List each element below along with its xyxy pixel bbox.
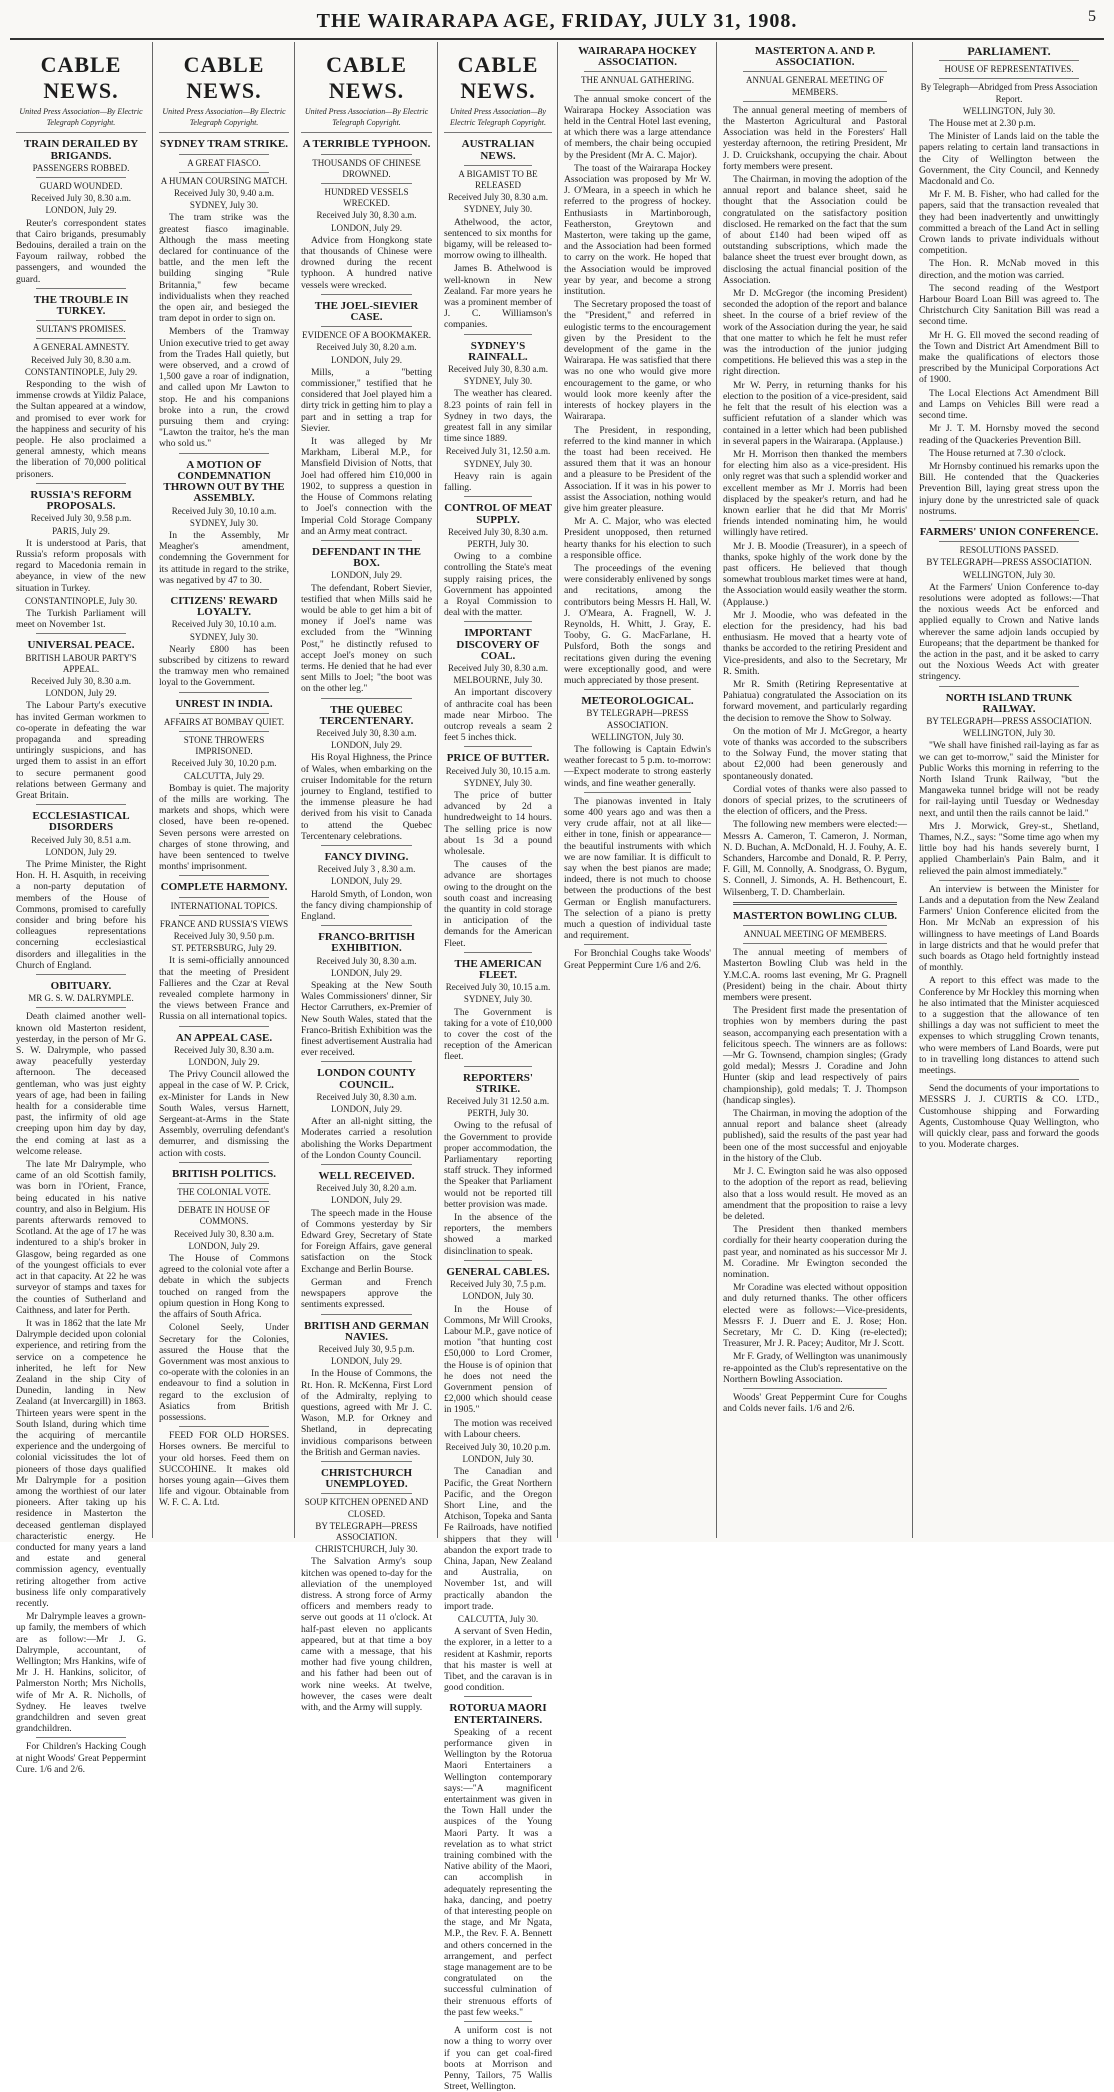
dateline: LONDON, July 29. xyxy=(331,967,402,978)
paragraph: The President, in responding, referred to the kind manner in which the toast had been received. He assured them that it was an honour and a pleasure to be President of the Association. If it was in his power to assist the Association, nothing would give him greater pleasure. xyxy=(564,424,711,514)
dateline: Received July 30, 8.20 a.m. xyxy=(316,1183,417,1194)
paragraph: Members of the Tramway Union executive tried to get away from the Trades Hall quietly, but were observed, and a crowd of 1,500 gave a roar of indignation, and called upon Mr Lawton to stop. He and his companions broke into a run, the crowd pursuing them and crying: "Lawton the traitor, he's the man who sold us." xyxy=(159,326,289,450)
source-line: United Press Association—By Electric Telegraph Copyright. xyxy=(16,106,146,133)
paragraph: Heavy rain is again falling. xyxy=(444,470,552,494)
article-headline: TRAIN DERAILED BY BRIGANDS. xyxy=(23,138,139,162)
article-subhead: THOUSANDS OF CHINESE DROWNED. xyxy=(312,157,421,179)
article-headline: REPORTERS' STRIKE. xyxy=(463,1071,533,1095)
article-headline: DEFENDANT IN THE BOX. xyxy=(311,545,421,570)
dateline: WELLINGTON, July 30. xyxy=(962,569,1056,580)
dateline: Received July 30, 8.30 a.m. xyxy=(448,662,548,673)
dateline: CONSTANTINOPLE, July 30. xyxy=(24,595,138,606)
dateline: ST. PETERSBURG, July 29. xyxy=(171,943,277,954)
dateline: Received July 30, 8.30 a.m. xyxy=(31,675,131,686)
source-line: United Press Association—By Electric Telegraph Copyright. xyxy=(301,106,432,133)
paragraph: Mr J. T. M. Hornsby moved the second reading of the Quackeries Prevention Bill. xyxy=(919,423,1099,446)
paragraph: The Government is taking for a vote of £10,000 to cover the cost of the reception of the American fleet. xyxy=(444,1006,552,1063)
page-number: 5 xyxy=(1088,8,1096,25)
dateline: SYDNEY, July 30. xyxy=(463,994,533,1005)
article-subhead: BY TELEGRAPH—PRESS ASSOCIATION. xyxy=(926,715,1092,726)
paragraph: The defendant, Robert Sievier, testified that when Mills said he would be able to get him a bit of money if Joel's name was excluded from the "Winning Post," he distinctly refused to accept Joel's money on such terms. He denied that he had ever sent Mills to Joel; "the boot was on the other leg." xyxy=(301,582,432,695)
dateline: LONDON, July 29. xyxy=(188,1057,260,1068)
article-headline: ROTORUA MAORI ENTERTAINERS. xyxy=(449,1702,547,1726)
paragraph: The Chairman, in moving the adoption of the annual report and balance sheet, said he thought that the Association could be congratulated on the satisfactory position disclosed. He remarked on the fact that the sum of about £140 had been wiped off as outstanding subscriptions, which made the balance sheet the truest ever brought down, as disclosing the actual financial position of the Association. xyxy=(723,174,907,286)
paragraph: Harold Smyth, of London, won the fancy diving championship of England. xyxy=(301,888,432,922)
paragraph: In the absence of the reporters, the members showed a marked disinclination to speak. xyxy=(444,1212,552,1257)
article-subhead: INTERNATIONAL TOPICS. xyxy=(170,900,278,911)
paragraph: Mr A. C. Major, who was elected President unopposed, then returned hearty thanks for his election to such a responsible office. xyxy=(564,516,711,561)
article-headline: SYDNEY TRAM STRIKE. xyxy=(159,138,289,151)
article-subhead: By Telegraph—Abridged from Press Association Report. xyxy=(920,82,1098,104)
article-headline: A MOTION OF CONDEMNATION THROWN OUT BY THE ASSEMBLY. xyxy=(163,458,285,505)
paragraph: The Local Elections Act Amendment Bill and Lamps on Vehicles Bill were read a second time. xyxy=(919,387,1099,422)
paragraph: In the House of Commons, Mr Will Crooks, Labour M.P., gave notice of motion "that hunting cost £50,000 to Lord Cromer, the House is of opinion that he does not need the Government pension of £2,000 which should cease in 1905." xyxy=(444,1303,552,1416)
paragraph: On the motion of Mr J. McGregor, a hearty vote of thanks was accorded to the subscribers to the Solway Fund, the mover stating that about £2,000 had been generously and spontaneously donated. xyxy=(723,725,907,782)
paragraph: The speech made in the House of Commons yesterday by Sir Edward Grey, Secretary of State for Foreign Affairs, gave general satisfaction on the Stock Exchange and Berlin Bourse. xyxy=(301,1207,432,1275)
column-1 xyxy=(10,42,152,1775)
paragraph: Mr Dalrymple leaves a grown-up family, the members of which are as follow:—Mr J. G. Dalrymple, accountant, of Wellington; Mrs Hankins, wife of Mr J. H. Hankins, solicitor, of Palmerston North; Mrs Nicholls, wife of Mr A. R. Nicholls, of Sydney. He leaves twelve grandchildren and seven great grandchildren. xyxy=(16,1611,146,1735)
paragraph: It was alleged by Mr Markham, Liberal M.P., for Mansfield Division of Notts, that Joel had offered him £10,000 in 1902, to suppress a question in the House of Commons relating to Joel's connection with the Imperial Cold Storage Company and an Army meat contract. xyxy=(301,436,432,537)
paragraph: An interview is between the Minister for Lands and a deputation from the New Zealand Farmers' Union Conference elicited from the Hon. Mr McNab an expression of his willingness to have meetings of Land Boards in large districts and that he would prefer that such boards as Otago held fortnightly instead of monthly. xyxy=(919,883,1099,974)
dateline: PERTH, July 30. xyxy=(467,1108,529,1119)
paragraph: Mr J. Moodie, who was defeated in the election for the presidency, had his bad enthusiasm. He moved that a hearty vote of thanks be accorded to the retiring President and Vice-presidents, and also to the Secretary, Mr R. Smith. xyxy=(723,609,907,677)
dateline: Received July 30, 8.20 a.m. xyxy=(316,342,417,353)
dateline: Received July 30, 8.30 a.m. xyxy=(448,364,548,375)
masthead xyxy=(10,4,1104,40)
article-headline: THE JOEL-SIEVIER CASE. xyxy=(314,299,419,324)
paragraph: Mr Coradine was elected without opposition and duly returned thanks. The other officers elected were as follows:—Vice-presidents, Messrs F. J. Duerr and E. J. Rose; Hon. Secretary, Mr C. D. King (re-elected); Treasurer, Mr J. R. Pacey; Auditor, Mr J. Scott. xyxy=(723,1282,907,1350)
dateline: LONDON, July 29. xyxy=(331,1356,402,1367)
article-headline: BRITISH AND GERMAN NAVIES. xyxy=(304,1319,429,1343)
dateline: LONDON, July 29. xyxy=(331,740,402,751)
paragraph: The Prime Minister, the Right Hon. H. H. Asquith, in receiving a non-party deputation of members of the House of Commons, promised to carefully consider and bring before his colleagues representations concerning ecclesiastical disorders and illegalities in the Church of England. xyxy=(16,858,146,971)
article-headline: A TERRIBLE TYPHOON. xyxy=(302,138,431,151)
paragraph: The late Mr Dalrymple, who came of an old Scottish family, was born in l'Orient, France, being educated in his native country, and also in Belgium. His parents afterwards removed to Scotland. At the age of 17 he was indentured to a ship's broker in Glasgow, being regarded as one of the youngest officials to ever act in that capacity. At 22 he was surveyor of stamps and taxes for the counties of Sutherland and Caithness, and later for Perth. xyxy=(16,1159,146,1316)
advertisement: FEED FOR OLD HORSES. Horses owners. Be merciful to your old horses. Feed them on SUCCOHINE. It makes old horses young again—Gives them life and vigour. Obtainable from W. F. C. A. Ltd. xyxy=(159,1430,289,1509)
paragraph: The Chairman, in moving the adoption of the annual report and balance sheet (already published), said the results of the past year had been one of the most successful and enjoyable in the history of the Club. xyxy=(723,1108,907,1164)
paragraph: Mr D. McGregor (the incoming President) seconded the adoption of the report and balance sheet. In the course of a brief review of the work of the Association during the year, he said that one matter to which he felt he must refer was the introduction of the junior judging competitions. He believed this was a step in the right direction. xyxy=(723,288,907,378)
article-headline: WELL RECEIVED. xyxy=(318,1170,415,1183)
dateline: LONDON, July 29. xyxy=(331,570,402,581)
article-subhead: A GENERAL AMNESTY. xyxy=(32,342,130,353)
article-headline: CONTROL OF MEAT SUPPLY. xyxy=(444,502,552,526)
article-subhead: BY TELEGRAPH—PRESS ASSOCIATION. xyxy=(315,1520,418,1542)
dateline: Received July 31, 12.50 a.m. xyxy=(445,446,551,457)
paragraph: Mr J. C. Ewington said he was also opposed to the adoption of the report as read, believing also that a loss would result. He moved as an amendment that the proposition to raise a levy be deleted. xyxy=(723,1166,907,1222)
dateline: LONDON, July 29. xyxy=(45,846,117,857)
dateline: Received July 30, 9.40 a.m. xyxy=(174,188,274,199)
article-headline: COMPLETE HARMONY. xyxy=(160,881,288,894)
dateline: Received July 30, 8.30 a.m. xyxy=(316,727,417,738)
dateline: Received July 30, 8.30 a.m. xyxy=(316,1091,417,1102)
dateline: Received July 31 12.50 a.m. xyxy=(446,1096,550,1107)
article-subhead: HOUSE OF REPRESENTATIVES. xyxy=(944,64,1074,75)
article-subhead: SOUP KITCHEN OPENED AND CLOSED. xyxy=(304,1497,429,1519)
advertisement: Send the documents of your importations to MESSRS J. J. CURTIS & CO. LTD., Customhouse shipping and Forwarding Agents, Customhouse Quay Wellington, who will quickly clear, pass and forward the goods to you. Moderate charges. xyxy=(919,1083,1099,1151)
paragraph: The second reading of the Westport Harbour Board Loan Bill was agreed to. The Christchurch City Sanitation Bill was read a second time. xyxy=(919,282,1099,328)
article-subhead: THE ANNUAL GATHERING. xyxy=(581,75,694,86)
paragraph: Mills, a "betting commissioner," testified that he considered that Joel played him a dirty trick in getting him to play a part and in setting a trap for Sievier. xyxy=(301,366,432,434)
paragraph: Advice from Hongkong state that thousands of Chinese were drowned during the recent typhoon. A hundred native vessels were wrecked. xyxy=(301,234,432,291)
paragraph: Mr Hornsby continued his remarks upon the Bill. He contended that the Quackeries Prevention Bill, laying great stress upon the injury done by the unrestricted sale of quack nostrums. xyxy=(919,460,1099,517)
article-headline: NORTH ISLAND TRUNK RAILWAY. xyxy=(945,691,1073,715)
paragraph: The House met at 2.30 p.m. xyxy=(929,118,1036,130)
paragraph: The Canadian and Pacific, the Great Northern Pacific, and the Oregon Short Line, and the Atchison, Topeka and Santa Fe Railroads, have notified shippers that they will abandon the export trade to China, Japan, New Zealand and Australia, on November 1st, and will practically abandon the import trade. xyxy=(444,1466,552,1612)
column-3 xyxy=(294,42,438,1713)
section-heading: CABLE NEWS. xyxy=(40,52,122,103)
dateline: Received July 30, 8.30 a.m. xyxy=(448,526,548,537)
paragraph: The tram strike was the greatest fiasco imaginable. Although the mass meeting declared for continuance of the battle, and the men left the building singing "Rule Britannia," few became individualists when they reached the open air, and besieged the tram depot in order to sign on. xyxy=(159,212,289,325)
dateline: Received July 30, 8.51 a.m. xyxy=(31,834,131,845)
dateline: LONDON, July 29. xyxy=(331,1104,402,1115)
paragraph: Colonel Seely, Under Secretary for the Colonies, assured the House that the Government was most anxious to co-operate with the colonies in an endeavour to find a solution in regard to the exclusion of Asiatics from British possessions. xyxy=(159,1322,289,1423)
paragraph: Bombay is quiet. The majority of the mills are working. The markets and shops, which were closed, have been re-opened. Seven persons were arrested on charges of stone throwing, and have been sentenced to twelve months' imprisonment. xyxy=(159,782,289,873)
dateline: SYDNEY, July 30. xyxy=(189,200,259,211)
column-4 xyxy=(437,42,558,2092)
article-subhead: A HUMAN COURSING MATCH. xyxy=(160,175,288,186)
paragraph: The annual general meeting of members of the Masterton Agricultural and Pastoral Association was held in the Foresters' Hall yesterday afternoon, the retiring President, Mr J. D. Cruickshank, occupying the chair. About forty members were present. xyxy=(723,104,907,172)
article-headline: PARLIAMENT. xyxy=(967,44,1051,58)
article-headline: RUSSIA'S REFORM PROPOSALS. xyxy=(30,488,132,513)
paragraph: James B. Athelwood is well-known in New Zealand. Far more years he was a prominent member of J. C. Williamson's companies. xyxy=(444,263,552,331)
paragraph: Mr H. Morrison then thanked the members for electing him also as a vice-president. His only regret was that such a splendid worker and excellent member as Mr J. Morris had been displaced by the speaker's return, and had he known earlier that he did that Mr Morris' friends intended nominating him, he would willingly have retired. xyxy=(723,448,907,539)
dateline: LONDON, July 29. xyxy=(331,354,402,365)
dateline: Received July 30, 9.58 p.m. xyxy=(30,513,132,524)
dateline: LONDON, July 29. xyxy=(188,1240,260,1251)
article-subhead: THE COLONIAL VOTE. xyxy=(177,1187,271,1198)
article-subhead: BY TELEGRAPH—PRESS ASSOCIATION. xyxy=(926,557,1092,568)
article-subhead: GUARD WOUNDED. xyxy=(39,181,123,192)
article-headline: UNREST IN INDIA. xyxy=(175,697,273,710)
dateline: Received July 30, 10.10 a.m. xyxy=(171,505,277,516)
column-5 xyxy=(557,42,717,1538)
dateline: CONSTANTINOPLE, July 29. xyxy=(24,366,138,377)
paragraph: Speaking of a recent performance given in Wellington by the Rotorua Maori Entertainers a Wellington contemporary says:—"A magnificent entertainment was given in the Town Hall under the auspices of the Young Maori Party. It was a revelation as to what strict training combined with the Native ability of the Maori, can accomplish in adequately representing the haka, dancing, and poetry of that interesting people on the stage, and Mr Ngata, M.P., the Rev. F. A. Bennett and others concerned in the arrangement, and perfect stage management are to be congratulated on the successful culmination of their strenuous efforts of the past few weeks." xyxy=(444,1726,552,2018)
article-subhead: A BIGAMIST TO BE RELEASED xyxy=(458,168,538,191)
paragraph: The Labour Party's executive has invited German workmen to co-operate in defeating the war propaganda and spreading untiringly suspicions, and has urged them to assist in an effort to secure permanent good relations between Germany and Great Britain. xyxy=(16,700,146,801)
paragraph: A servant of Sven Hedin, the explorer, in a letter to a resident at Kashmir, reports that his master is well at Tibet, and the caravan is in good condition. xyxy=(444,1626,552,1694)
paragraph: Cordial votes of thanks were also passed to donors of special prizes, to the scrutineers of the election of officers, and the Press. xyxy=(723,783,907,818)
paragraph: The annual smoke concert of the Wairarapa Hockey Association was held in the Central Hotel last evening, at which there was a large attendance of members, the chair being occupied by the President (Mr A. C. Major). xyxy=(564,93,711,161)
article-headline: PRICE OF BUTTER. xyxy=(446,752,550,765)
dateline: CALCUTTA, July 30. xyxy=(457,1613,539,1624)
article-subhead: BY TELEGRAPH—PRESS ASSOCIATION. xyxy=(586,708,689,730)
section-heading: CABLE NEWS. xyxy=(457,52,539,103)
article-headline: AN APPEAL CASE. xyxy=(175,1031,273,1044)
dateline: Received July 30, 8.30 a.m. xyxy=(316,955,417,966)
article-headline: GENERAL CABLES. xyxy=(446,1265,550,1278)
dateline: Received July 30, 9.5 p.m. xyxy=(318,1343,415,1354)
article-headline: AUSTRALIAN NEWS. xyxy=(461,138,535,162)
article-headline: BRITISH POLITICS. xyxy=(172,1167,276,1180)
section-heading: CABLE NEWS. xyxy=(183,52,265,103)
article-headline: CHRISTCHURCH UNEMPLOYED. xyxy=(320,1466,413,1491)
article-headline: SYDNEY'S RAINFALL. xyxy=(468,339,528,363)
paragraph: Responding to the wish of immense crowds at Yildiz Palace, the Sultan appeared at a window, and promised to ever work for the happiness and security of his people. He also proclaimed a general amnesty, which means the liberation of 70,000 political prisoners. xyxy=(16,379,146,480)
dateline: LONDON, July 30. xyxy=(462,1454,534,1465)
paragraph: German and French newspapers approve the sentiments expressed. xyxy=(301,1276,432,1311)
dateline: SYDNEY, July 30. xyxy=(463,777,533,788)
paragraph: Nearly £800 has been subscribed by citizens to reward the tramway men who remained loyal to the Government. xyxy=(159,643,289,689)
paragraph: Mrs J. Morwick, Grey-st., Shetland, Thames, N.Z., says: "Some time ago when my little boy had his hands severely burnt, I applied Chamberlain's Pain Balm, and it relieved the pain almost immediately." xyxy=(919,820,1099,877)
dateline: LONDON, July 29. xyxy=(331,222,402,233)
dateline: Received July 30, 10.20 p.m. xyxy=(445,1441,551,1452)
dateline: MELBOURNE, July 30. xyxy=(453,675,543,686)
paragraph: In the Assembly, Mr Meagher's amendment, condemning the Government for its attitude in regard to the strike, was negatived by 47 to 30. xyxy=(159,529,289,586)
dateline: PERTH, July 30. xyxy=(467,538,529,549)
dateline: SYDNEY, July 30. xyxy=(463,376,533,387)
article-headline: UNIVERSAL PEACE. xyxy=(27,639,135,652)
paragraph: Mr F. Grady, of Wellington was unanimously re-appointed as the Club's representative on the Northern Bowling Association. xyxy=(723,1351,907,1385)
column-6 xyxy=(716,42,913,1538)
paragraph: Speaking at the New South Wales Commissioners' dinner, Sir Hector Carruthers, ex-Premier of New South Wales, stated that the Franco-British Exhibition was the finest advertisement Australia had ever received. xyxy=(301,980,432,1059)
paragraph: A report to this effect was made to the Conference by Mr Hockley this morning when he also intimated that the Minister acquiesced to a suggestion that the allowance of ten shillings a day was not sufficient to meet the expenses to which struggling Crown tenants, who were members of Land Boards, were put to in travelling long distances to attend such meetings. xyxy=(919,975,1099,1077)
dateline: SYDNEY, July 30. xyxy=(189,631,259,642)
paragraph: Reuter's correspondent states that Cairo brigands, presumably Bedouins, derailed a train on the Fayoum railway, robbed the passengers, and wounded the guard. xyxy=(16,217,146,285)
paragraph: The President then thanked members cordially for their hearty cooperation during the past year, and nominated as his successor Mr J. M. Coradine. Mr Ewington seconded the nomination. xyxy=(723,1224,907,1280)
paragraph: Mr J. B. Moodie (Treasurer), in a speech of thanks, spoke highly of the work done by the past officers. He believed that though somewhat troublous market times were at hand, the Association would easily weather the storm. (Applause.) xyxy=(723,540,907,608)
source-line: United Press Association—By Electric Telegraph Copyright. xyxy=(444,106,552,133)
article-headline: OBITUARY. xyxy=(50,980,112,993)
article-headline: THE AMERICAN FLEET. xyxy=(454,957,542,982)
article-headline: MASTERTON A. AND P. ASSOCIATION. xyxy=(754,45,876,69)
dateline: SYDNEY, July 30. xyxy=(463,204,533,215)
advertisement: Woods' Great Peppermint Cure for Coughs and Colds never fails. 1/6 and 2/6. xyxy=(723,1391,907,1415)
advertisement: A uniform cost is not now a thing to worry over if you can get coal-fired boots at Morrison and Penny, Tailors, 75 Wallis Street, Wellington. xyxy=(444,2025,552,2092)
newspaper-title: THE WAIRARAPA AGE, FRIDAY, JULY 31, 1908. xyxy=(316,10,798,32)
article-headline: FANCY DIVING. xyxy=(324,850,409,863)
paragraph: An important discovery of anthracite coal has been made near Mirboo. The outcrop reveals a seam 2 feet 5 inches thick. xyxy=(444,687,552,744)
paragraph: Death claimed another well-known old Masterton resident, yesterday, in the person of Mr G. S. W. Dalrymple, who passed away peacefully yesterday afternoon. The deceased gentleman, who was just eighty years of age, had been in failing health for a considerable time past, the infirmity of old age creeping upon him day by day, the end coming at last as a welcome release. xyxy=(16,1011,146,1157)
article-subhead: DEBATE IN HOUSE OF COMMONS. xyxy=(177,1205,271,1227)
paragraph: Mr F. M. B. Fisher, who had called for the papers, said that the transaction revealed that they had been inadvertently and unwittingly committed a breach of the Land Act in selling Crown lands to private individuals without competition. xyxy=(919,189,1099,257)
paragraph: The following is Captain Edwin's weather forecast to 5 p.m. to-morrow:—Expect moderate to strong easterly winds, and fine weather generally. xyxy=(564,743,711,789)
paragraph: The causes of the advance are shortages owing to the drought on the south coast and increasing the quantity in cold storage in anticipation of the demands for the American Fleet. xyxy=(444,859,552,949)
dateline: Received July 30, 8.30 a.m. xyxy=(31,354,131,365)
paragraph: It is understood at Paris, that Russia's reform proposals with regard to Macedonia remain in abeyance, in view of the new situation in Turkey. xyxy=(16,537,146,594)
paragraph: The Turkish Parliament will meet on November 1st. xyxy=(16,607,146,631)
paragraph: Mr R. Smith (Retiring Representative at Pahiatua) congratulated the Association on its forward movement, and particularly regarding the decision to remove the Show to Solway. xyxy=(723,678,907,724)
paragraph: "We shall have finished rail-laying as far as we can get to-morrow," said the Minister for Public Works this morning in referring to the North Island Trunk Railway, "but the Mangaweka tunnel bridge will not be ready for rail-laying until Tuesday or Wednesday next, and until then the rails cannot be laid." xyxy=(919,740,1099,819)
paragraph: It was in 1862 that the late Mr Dalrymple decided upon colonial experience, and retiring from the service on a competence he inherited, he left for New Zealand in the ship City of Dunedin, landing in New Zealand (at Invercargill) in 1863. Thirteen years were spent in the South Island, during which time the acquiring of mercantile experience and the undergoing of colonial vicissitudes the lot of pioneers of those days qualified Mr Dalrymple for a position among the worthiest of our later pioneers. After taking up his residence in Masterton the deceased gentleman displayed characteristic energy. He conducted for many years a land and estate and general commission agency, eventually retiring altogether from active business life only comparatively recently. xyxy=(16,1317,146,1609)
dateline: CALCUTTA, July 29. xyxy=(183,770,265,781)
article-subhead: FRANCE AND RUSSIA'S VIEWS xyxy=(159,918,289,929)
paragraph: The Hon. R. McNab moved in this direction, and the motion was carried. xyxy=(919,258,1099,281)
paragraph: The House returned at 7.30 o'clock. xyxy=(929,447,1066,459)
dateline: Received July 3 , 8.30 a.m. xyxy=(317,864,416,875)
article-subhead: STONE THROWERS IMPRISONED. xyxy=(183,734,265,757)
paragraph: His Royal Highness, the Prince of Wales, when embarking on the cruiser Indomitable for the return journey to England, testified to the immense pleasure he had derived from his visit to Canada to attend the Quebec Tercentenary celebrations. xyxy=(301,752,432,842)
paragraph: Athelwood, the actor, sentenced to six months for bigamy, will be released to-morrow owing to illhealth. xyxy=(444,216,552,262)
article-headline: FRANCO-BRITISH EXHIBITION. xyxy=(318,931,415,955)
paragraph: The Privy Council allowed the appeal in the case of W. P. Crick, ex-Minister for Lands in New South Wales, versus Harnett, Sergeant-at-Arms in the State Assembly, overruling defendant's demurrer, and dismissing the action with costs. xyxy=(159,1069,289,1159)
paragraph: The Salvation Army's soup kitchen was opened to-day for the alleviation of the unemployed distress. A strong force of Army officers and members ready to serve out goods at 11 o'clock. At half-past eleven no applicants appeared, but at that time a boy came with a message, that his mother had five young children, and his father had been out of work nine weeks. At twelve, however, the cases were dealt with, and the Army will supply. xyxy=(301,1556,432,1713)
source-line: United Press Association—By Electric Telegraph Copyright. xyxy=(159,106,289,133)
dateline: LONDON, July 30. xyxy=(462,1291,534,1302)
dateline: Received July 30, 8.30 a.m. xyxy=(316,210,417,221)
article-subhead: ANNUAL GENERAL MEETING OF MEMBERS. xyxy=(745,75,885,97)
article-subhead: EVIDENCE OF A BOOKMAKER. xyxy=(301,330,431,341)
dateline: WELLINGTON, July 30. xyxy=(962,105,1056,116)
dateline: Received July 30, 10.20 p.m. xyxy=(171,758,277,769)
article-headline: CITIZENS' REWARD LOYALTY. xyxy=(170,594,278,619)
paragraph: The pianowas invented in Italy some 400 years ago and was then a very crude affair, not at all like—either in tone, finish or appearance—the beautiful instruments with which we are now familiar. It is difficult to say when the best pianos are made; indeed, there is not much to choose between the productions of the best German or English manufacturers. The selection of a piano is pretty much a question of individual taste and requirement. xyxy=(564,795,711,942)
article-headline: LONDON COUNTY COUNCIL. xyxy=(317,1067,416,1091)
paragraph: The Secretary proposed the toast of the "President," and referred in eulogistic terms to the encouragement given by the President to the development of the game in the Wairarapa. He was satisfied that there was no one who would give more encouragement to the game, or who would look more keenly after the interests of hockey players in the Wairarapa. xyxy=(564,299,711,423)
dateline: Received July 30, 8.30 a.m. xyxy=(174,1044,274,1055)
article-subhead: MR G. S. W. DALRYMPLE. xyxy=(28,993,134,1004)
dateline: Received July 30, 8.30 a.m. xyxy=(31,193,131,204)
dateline: LONDON, July 29. xyxy=(331,876,402,887)
paragraph: The annual meeting of members of Masterton Bowling Club was held in the Y.M.C.A. rooms last evening, Mr G. Pragnell (President) being in the chair. About thirty members were present. xyxy=(723,947,907,1004)
paragraph: It is semi-officially announced that the meeting of President Fallieres and the Czar at Reval revealed complete harmony in the views between France and Russia on all international topics. xyxy=(159,955,289,1023)
article-subhead: AFFAIRS AT BOMBAY QUIET. xyxy=(163,716,285,727)
article-subhead: BRITISH LABOUR PARTY'S APPEAL. xyxy=(25,652,137,674)
dateline: Received July 30, 9.50 p.m. xyxy=(173,931,275,941)
dateline: CHRISTCHURCH, July 30. xyxy=(315,1544,418,1555)
dateline: Received July 30, 10.15 a.m. xyxy=(445,765,551,776)
dateline: Received July 30, 10.10 a.m. xyxy=(171,619,277,630)
article-headline: THE QUEBEC TERCENTENARY. xyxy=(319,703,414,727)
dateline: WELLINGTON, July 30. xyxy=(962,728,1056,739)
article-headline: ECCLESIASTICAL DISORDERS xyxy=(32,810,130,834)
section-heading: CABLE NEWS. xyxy=(326,52,407,103)
article-subhead: ANNUAL MEETING OF MEMBERS. xyxy=(743,929,887,940)
column-2 xyxy=(152,42,295,1538)
article-headline: WAIRARAPA HOCKEY ASSOCIATION. xyxy=(578,45,697,69)
dateline: PARIS, July 29. xyxy=(52,525,110,536)
advertisement: For Bronchial Coughs take Woods' Great Peppermint Cure 1/6 and 2/6. xyxy=(564,948,711,971)
article-subhead: A GREAT FIASCO. xyxy=(187,157,261,168)
article-headline: METEOROLOGICAL. xyxy=(581,695,694,708)
dateline: SYDNEY, July 30. xyxy=(189,517,259,528)
paragraph: The President first made the presentation of trophies won by members during the past season, accompanying each presentation with a felicitous speech. The winners are as follows:—Mr G. Townsend, champion singles; (Grady gold medal); Messrs J. Coradine and John Hunter (skip and lead respectively of pairs championship), gold medals; T. J. Thompson (handicap singles). xyxy=(723,1005,907,1106)
paragraph: The House of Commons agreed to the colonial vote after a debate in which the subjects touched on ranged from the opium question in Hong Kong to the affairs of South Africa. xyxy=(159,1253,289,1321)
paragraph: The motion was received with Labour cheers. xyxy=(444,1417,552,1440)
dateline: LONDON, July 29. xyxy=(45,205,117,216)
paragraph: The weather has cleared. 8.23 points of rain fell in Sydney in two days, the greatest fall in any similar time since 1889. xyxy=(444,388,552,445)
article-headline: THE TROUBLE IN TURKEY. xyxy=(33,293,129,318)
column-7 xyxy=(912,42,1105,1538)
dateline: LONDON, July 29. xyxy=(45,688,117,699)
paragraph: The proceedings of the evening were considerably enlivened by songs and recitations, among the contributors being Messrs H. Hall, W. J. O'Meara, A. Fragnell, W. J. Reynolds, H. Whitt, J. Gray, E. Tooby, G. G. MacFarlane, H. Pulsford, Both the songs and recitations given during the evening were exceptionally good, and were much appreciated by those present. xyxy=(564,562,711,686)
dateline: Received July 30, 7.5 p.m. xyxy=(450,1279,546,1290)
article-headline: FARMERS' UNION CONFERENCE. xyxy=(919,525,1099,538)
paragraph: The toast of the Wairarapa Hockey Association was proposed by Mr W. J. O'Meara, in a speech in which he referred to the progress of hockey. Enthusiasts in Martinborough, Featherston, Greytown and Masterton, were taking up the game, and the Association had been formed to carry on the work. He hoped that the Association would be improved year by year, and become a strong institution. xyxy=(564,162,711,298)
dateline: WELLINGTON, July 30. xyxy=(591,731,684,742)
dateline: SYDNEY, July 30. xyxy=(463,458,533,469)
paragraph: The price of butter advanced by 2d a hundredweight to 14 hours. The selling price is now about 1s 3d a pound wholesale. xyxy=(444,789,552,857)
dateline: Received July 30, 8.30 a.m. xyxy=(448,192,548,203)
article-subhead: PASSENGERS ROBBED. xyxy=(32,162,130,173)
article-subhead: SULTAN'S PROMISES. xyxy=(36,324,126,335)
paragraph: The following new members were elected:—Messrs A. Cameron, T. Cameron, J. Norman, N. D. Buchan, A. McDonald, H. J. Fouhy, A. E. Schanders, Harcombe and Donald, R. P. Perry, F. Gill, M. Connolly, A. Snodgrass, O. Bygum, S. Connell, J. Simonds, A. H. Bethencourt, E. Wilsenberg, T. D. Chamberlain. xyxy=(723,819,907,898)
paragraph: At the Farmers' Union Conference to-day resolutions were adopted as follows:—That the noxious weeds Act be enforced and applied equally to Crown and Native lands wherever the same adjoin lands occupied by Europeans; that the department be thanked for the action in the past, and it be asked to carry out the Noxious Weeds Act with greater stringency. xyxy=(919,581,1099,683)
paragraph: Owing to a combine controlling the State's meat supply raising prices, the Government has appointed a Royal Commission to deal with the matter. xyxy=(444,551,552,619)
paragraph: Owing to the refusal of the Government to provide proper accommodation, the Parliamentary reporting staff struck. They informed the Speaker that Parliament would not be reported till better provision was made. xyxy=(444,1120,552,1210)
paragraph: Mr H. G. Ell moved the second reading of the Town and District Art Amendment Bill to make the qualifications of electors those prescribed by the Municipal Corporations Act of 1900. xyxy=(919,329,1099,386)
dateline: Received July 30, 8.30 a.m. xyxy=(174,1228,274,1239)
paragraph: After an all-night sitting, the Moderates carried a resolution abolishing the Works Department of the London County Council. xyxy=(301,1116,432,1161)
article-subhead: RESOLUTIONS PASSED. xyxy=(959,545,1059,556)
article-subhead: HUNDRED VESSELS WRECKED. xyxy=(324,187,409,209)
article-headline: MASTERTON BOWLING CLUB. xyxy=(732,909,898,922)
dateline: Received July 30, 10.15 a.m. xyxy=(445,982,551,993)
dateline: LONDON, July 29. xyxy=(331,1195,402,1206)
article-headline: IMPORTANT DISCOVERY OF COAL. xyxy=(456,627,540,662)
paragraph: The Minister of Lands laid on the table the papers relating to certain land transactions in the City of Wellington between the Government, the City Council, and Kennedy Macdonald and Co. xyxy=(919,131,1099,188)
advertisement: For Children's Hacking Cough at night Woods' Great Peppermint Cure. 1/6 and 2/6. xyxy=(16,1741,146,1775)
paragraph: In the House of Commons, the Rt. Hon. R. McKenna, First Lord of the Admiralty, replying to questions, agreed with Mr J. C. Wason, M.P. for Orkney and Shetland, in deprecating invidious comparisons between the British and German navies. xyxy=(301,1368,432,1458)
paragraph: Mr W. Perry, in returning thanks for his election to the position of a vice-president, said he felt that the result of his election was a sufficient refutation of a slander which was contained in a letter which had been published in several papers in the Wairarapa. (Applause.) xyxy=(723,379,907,447)
